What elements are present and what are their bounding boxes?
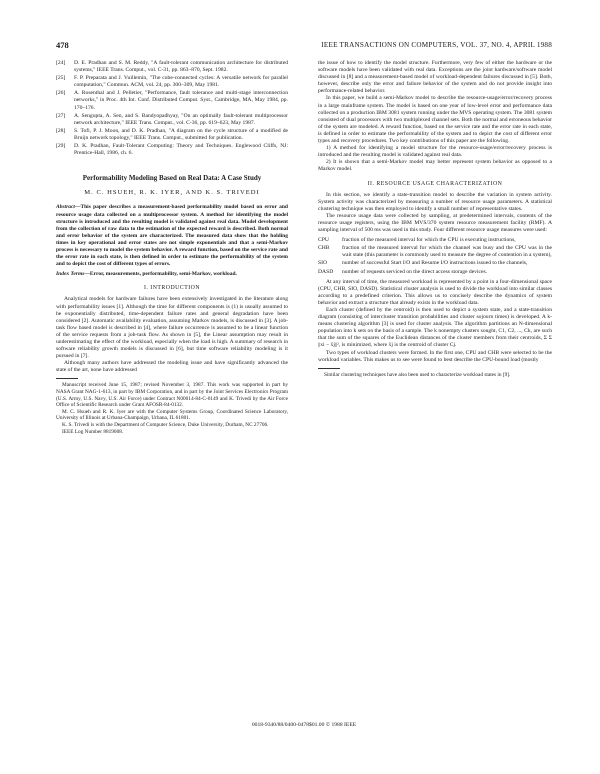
reference-text: D. E. Pradhan and S. M. Reddy, "A fault-tolerant communication architecture for distributed systems," IEEE Trans. Comput., vol. C-31, pp. 863–870, Sept. 1982. [74, 60, 288, 74]
body-paragraph: Analytical models for hardware failures have been extensively investigated in the literature along with performability issues [1]. Although the time for different components is (1) is usually assumed to be exponentially distributed, time-dependent failure rates and general degradation have been considered [2]. Automatic availability evaluation, assuming Markov models, is discussed in [3]. A job-task flow based model is described in [4], where failure occurrence is assumed to be a linear function of the service requests from a job-task flow. As shown in [5], the Linear assumption may result in underestimating the effect of the workload, especially when the load is high. A summary of research in software reliability growth models is discussed in [6], but time software reliability modeling is it pursued in [7]. [56, 296, 288, 360]
paper-title: Performability Modeling Based on Real Data: A Case Study [82, 174, 262, 183]
index-terms-label: Index Terms— [56, 271, 90, 278]
definition-desc: number of requests serviced on the direct access storage devices. [342, 268, 488, 275]
contribution-item: 1) A method for identifying a model structure for the resource-usage/error/recovery process is introduced and the resulting model is validated against real data. [318, 145, 552, 159]
page-number: 478 [56, 40, 69, 50]
body-paragraph: Two types of workload clusters were formed. In the first one, CPU and CHB were selected to be the workload variables. This makes us to see were found to best describe the CPU-bound load (mostly [318, 349, 552, 363]
body-paragraph: the issue of how to identify the model structure. Furthermore, very few of either the hardware or the software models have been validated with real data. Exceptions are the joint hardware/software model discussed in [8] and a measurement-based model of workload-dependent failures discussed in [5]. Both, however, describe only the error and failure behavior of the system and do not provide insight into performance-related behavior. [318, 60, 552, 95]
footnote-text: M. C. Hsueh and R. K. Iyer are with the Computer Systems Group, Coordinated Science Laboratory, University of Illinois at Urbana-Champaign, Urbana, IL 61801. [56, 408, 288, 422]
index-terms-text: Error, measurements, performability, semi-Markov, workload. [89, 271, 237, 278]
reference-number: [27] [56, 112, 66, 119]
body-paragraph: In this section, we identify a state-transition model to describe the variation in system activity. System activity was characterized by measuring a number of resource usage parameters. A statistical clustering technique was then employed to identify a small number of representative states. [318, 191, 552, 212]
journal-running-title: IEEE TRANSACTIONS ON COMPUTERS, VOL. 37, NO. 4, APRIL 1988 [321, 41, 552, 49]
footnote-divider [56, 378, 78, 379]
index-terms [56, 271, 288, 278]
reference-item [56, 60, 288, 74]
footnote-text: K. S. Trivedi is with the Department of Computer Science, Duke University, Durham, NC 27706. [62, 422, 269, 429]
definition-desc: fraction of the measured interval for which the channel was busy and the CPU was in the wait state (this parameter is commonly used to measure the degree of contention in a system), [342, 245, 552, 259]
abstract [56, 204, 288, 268]
reference-text: A. Rosenthal and J. Pelletier, "Performance, fault tolerance and multi-stage interconnection networks," in Proc. 4th Int. Conf. Distributed Comput. Syst., Cambridge, MA, May 1984, pp. 170–176. [74, 90, 288, 111]
definition-item [318, 269, 552, 276]
body-paragraph: The resource usage data were collected by sampling, at predetermined intervals, contents of the resource usage registers, using the IBM MVS/370 system resource measurement facility (RMF). A sampling interval of 500 ms was used in this study. Four different resource usage measures were used: [318, 212, 552, 234]
reference-item [56, 75, 288, 89]
right-column [318, 60, 552, 378]
footnote-divider [318, 368, 340, 369]
reference-number: [25] [56, 75, 66, 82]
reference-item [56, 128, 288, 142]
definition-desc: fraction of the measured interval for which the CPU is executing instructions, [342, 237, 516, 244]
abstract-label: Abstract— [56, 204, 81, 211]
reference-number: [24] [56, 60, 66, 66]
reference-list [56, 60, 288, 157]
reference-item [56, 143, 288, 157]
reference-number: [28] [56, 127, 66, 134]
footnote-text: Manuscript received June 15, 1987; revised November 3, 1987. This work was supported in part by NASA Grant NAG-1-613, in part by IBM Corporation, and in part by the Joint Services Electronics Program (U.S. Army, U.S. Navy, U.S. Air Force) under Contract N00014-84-C-0149 and K. Trivedi by the Air Force Office of Scientific Research under Grant AFOSR-84-0132. [56, 382, 288, 409]
body-paragraph: In this paper, we build a semi-Markov model to describe the resource-usage/error/recovery process in a large mainframe system. The model is based on one year of low-level error and performance data collected on a production IBM 3081 system running under the MVS operating system. The 3081 system consisted of dual processors with two multiplexed channel sets. Both the normal and erroneous behavior of the system are modeled. A reward function, based on the service rate and the error rate in each state, is defined in order to estimate the performability of the system and to depict the cost of different error types and recovery procedures. Two key contributions of this paper are the following. [318, 95, 552, 145]
abstract-text: This paper describes a measurement-based performability model based on error and resource usage data collected on a multiprocessor system. A method for identifying the model structure is introduced and the resulting model is validated against real data. Model development from the collection of raw data to the estimation of the expected reward is described. Both normal and error behavior of the system are characterized. The measured data show that the holding times in key operational and error states are not simple exponentials and that a semi-Markov process is necessary to model the system behavior. A reward function, based on the service rate and the error rate in each state, is then defined in order to estimate the performability of the system and to depict the cost of different types of errors. [56, 204, 288, 268]
reference-item [56, 113, 288, 127]
definition-item [318, 245, 552, 259]
definition-desc: number of successful Start I/O and Resume I/O instructions issued to the channels, [342, 260, 528, 267]
footnote-text: IEEE Log Number 8819008. [62, 428, 124, 435]
section-heading: II. RESOURCE USAGE CHARACTERIZATION [367, 180, 503, 187]
body-paragraph: Each cluster (defined by the centroid) is then used to depict a system state, and a state-transition diagram (consisting of intercluster transition probabilities and cluster sojourn times) is developed. A k-means clustering algorithm [3] is used for cluster analysis. The algorithm partitions an N-dimensional population into k sets on the basis of a sample. The k nonempty clusters sought, C1, C2, ..., Ck, are such that the sum of the squares of the Euclidean distances of the cluster members from their centroids, Σ Σ ||xi − x̄j||², is minimized, where x̄j is the centroid of cluster Cj. [318, 307, 552, 349]
reference-item [56, 90, 288, 111]
reference-text: A. Sengupta, A. Sen, and S. Bandyopadhyay, "On an optimally fault-tolerant multiprocessor network architecture," IEEE Trans. Comput., vol. C-36, pp. 619–623, May 1987. [74, 112, 288, 126]
body-paragraph: Although many authors have addressed the modeling issue and have significantly advanced the state of the art, none have addressed [56, 360, 288, 374]
footnote-text: Similar clustering techniques have also been used to characterize workload states in [9]. [324, 371, 511, 378]
definition-term: CHB [318, 245, 330, 252]
reference-number: [26] [56, 90, 66, 97]
left-column [56, 60, 288, 435]
footnote [56, 382, 288, 435]
definition-item [318, 260, 552, 267]
definition-item [318, 237, 552, 244]
definition-term: DASD [318, 268, 334, 275]
definition-term: SIO [318, 260, 328, 267]
body-paragraph: At any interval of time, the measured workload is represented by a point in a four-dimensional space (CPU, CHB, SIO, DASD). Statistical cluster analysis is used to divide the workload into similar classes according to a predefined criterion. This allows us to concisely describe the dynamics of system behavior and extract a structure that already exists in the workload data. [318, 278, 552, 306]
reference-number: [29] [56, 143, 66, 150]
definition-list [318, 237, 552, 275]
reference-text: D. K. Pradhan, Fault-Tolerant Computing: Theory and Techniques. Englewood Cliffs, NJ: Prentice-Hall, 1986, ch. 6. [74, 143, 288, 157]
section-heading: I. INTRODUCTION [143, 285, 201, 292]
copyright-line: 0018-9340/88/0400-0478$01.00 © 1988 IEEE [251, 722, 357, 728]
definition-term: CPU [318, 237, 329, 244]
reference-text: F. P. Preparata and J. Vuillemin, "The cube-connected cycles: A versatile network for parallel computation," Commun. ACM, vol. 24, pp. 300–309, May 1981. [74, 75, 288, 89]
reference-text: S. Tofi, P. J. Moon, and D. K. Pradhan, "A diagram on the cycle structure of a modified de Bruijn network topology," IEEE Trans. Comput., submitted for publication. [74, 127, 288, 141]
paper-authors: M. C. HSUEH, R. K. IYER, AND K. S. TRIVEDI [84, 189, 260, 197]
contribution-item: 2) It is shown that a semi-Markov model may better represent system behavior as opposed to a Markov model. [318, 159, 552, 173]
footnote [318, 372, 552, 379]
page-header [56, 40, 552, 52]
